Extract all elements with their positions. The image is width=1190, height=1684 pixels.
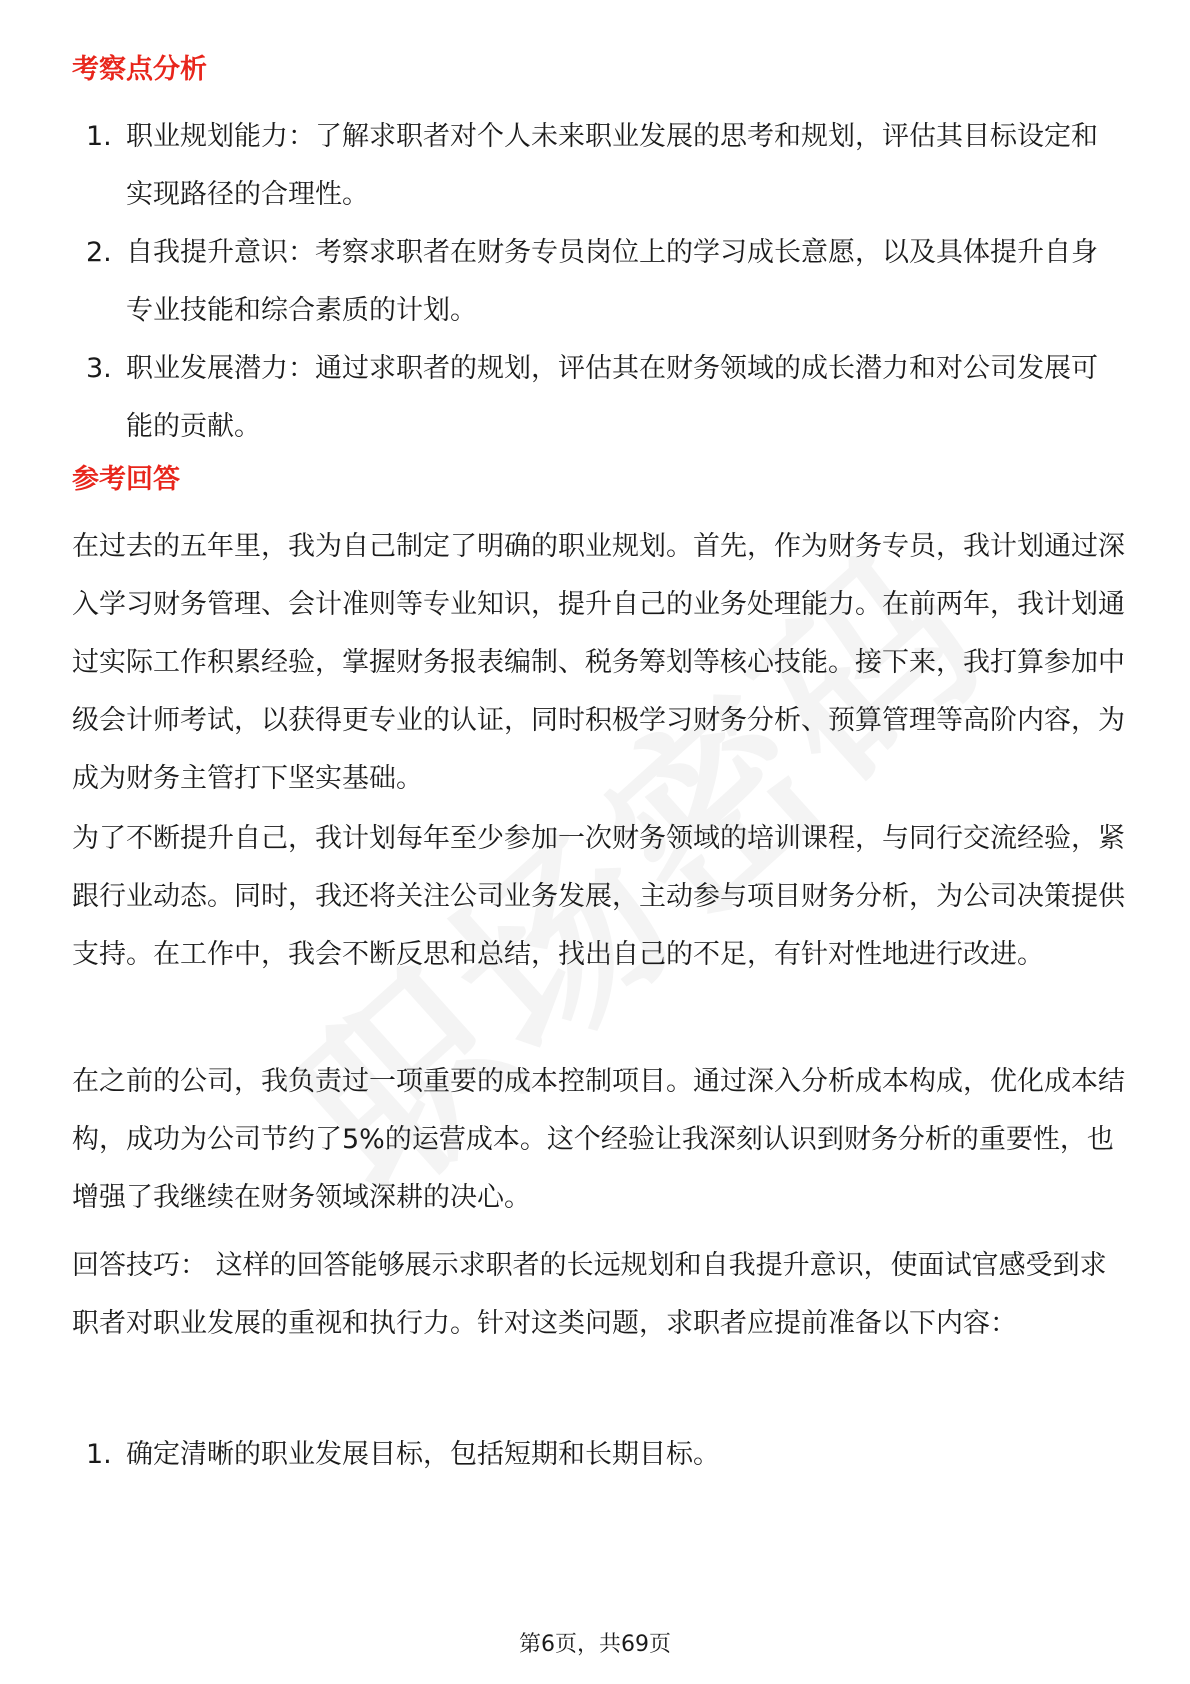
answer-tips-paragraph: 回答技巧： 这样的回答能够展示求职者的长远规划和自我提升意识，使面试官感受到求职者对职业发展的重视和执行力。针对这类问题，求职者应提前准备以下内容： xyxy=(72,1250,1107,1339)
list-item xyxy=(72,1426,1122,1484)
tips-list xyxy=(72,1426,1122,1484)
list-item-text: 确定清晰的职业发展目标，包括短期和长期目标。 xyxy=(126,1439,720,1470)
list-item-text: 职业发展潜力：通过求职者的规划，评估其在财务领域的成长潜力和对公司发展可能的贡献。 xyxy=(126,353,1098,442)
list-item xyxy=(72,340,1122,456)
section-heading-analysis: 考察点分析 xyxy=(72,54,207,85)
list-item xyxy=(72,108,1122,224)
list-item xyxy=(72,224,1122,340)
page-number: 第6页，共69页 xyxy=(519,1632,671,1657)
answer-paragraph: 在之前的公司，我负责过一项重要的成本控制项目。通过深入分析成本构成，优化成本结构，成功为公司节约了5%的运营成本。这个经验让我深刻认识到财务分析的重要性，也增强了我继续在财务领域深耕的决心。 xyxy=(72,1066,1125,1213)
analysis-list xyxy=(72,108,1122,456)
list-item-number: 1. xyxy=(86,1439,112,1470)
list-item-text: 职业规划能力：了解求职者对个人未来职业发展的思考和规划，评估其目标设定和实现路径的合理性。 xyxy=(126,121,1098,210)
answer-paragraph: 在过去的五年里，我为自己制定了明确的职业规划。首先，作为财务专员，我计划通过深入学习财务管理、会计准则等专业知识，提升自己的业务处理能力。在前两年，我计划通过实际工作积累经验，掌握财务报表编制、税务筹划等核心技能。接下来，我打算参加中级会计师考试，以获得更专业的认证，同时积极学习财务分析、预算管理等高阶内容，为成为财务主管打下坚实基础。 xyxy=(72,531,1125,794)
section-heading-answer: 参考回答 xyxy=(72,464,180,495)
answer-paragraph: 为了不断提升自己，我计划每年至少参加一次财务领域的培训课程，与同行交流经验，紧跟行业动态。同时，我还将关注公司业务发展，主动参与项目财务分析，为公司决策提供支持。在工作中，我会不断反思和总结，找出自己的不足，有针对性地进行改进。 xyxy=(72,823,1125,970)
list-item-text: 自我提升意识：考察求职者在财务专员岗位上的学习成长意愿，以及具体提升自身专业技能和综合素质的计划。 xyxy=(126,237,1098,326)
list-item-number: 3. xyxy=(86,353,112,384)
list-item-number: 1. xyxy=(86,121,112,152)
list-item-number: 2. xyxy=(86,237,112,268)
